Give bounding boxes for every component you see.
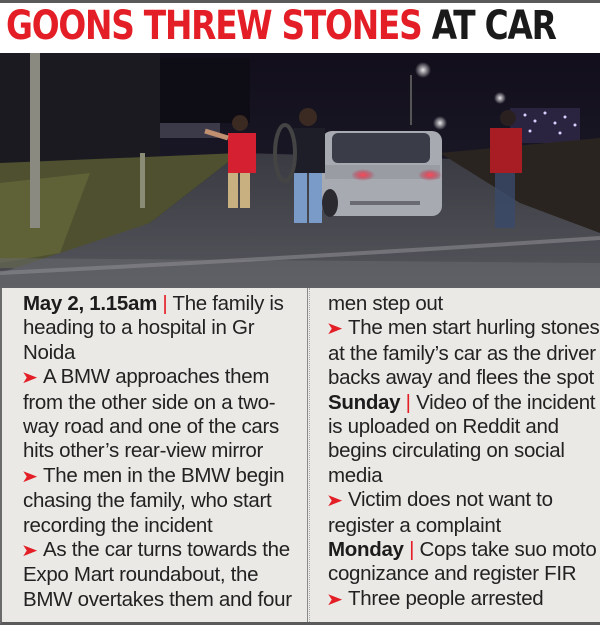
red-arrow-icon: ➤ [21,541,38,561]
entry-text: As the car turns towards the Expo Mart roundabout, the BMW overtakes them and four [23,538,292,611]
entry-text: Video of the incident is uploaded on Reddit and begins circulating on social media [328,390,596,487]
red-arrow-icon: ➤ [326,491,343,511]
headline [6,3,556,49]
entry-text: The men in the BMW begin chasing the family, who start recording the incident [23,463,285,537]
timeline-entry-bullet [23,538,303,612]
entry-date: Monday [328,538,404,562]
timeline-entry-dated [328,391,600,489]
headline-black-part: AT CAR [431,3,556,49]
headline-red-part: GOONS THREW STONES [6,3,422,49]
timeline-panel [0,288,600,625]
red-arrow-icon: ➤ [326,319,343,339]
entry-text: men step out [328,292,443,315]
timeline-entry-dated [23,292,303,365]
entry-text: Victim does not want to register a complaint [328,488,553,537]
date-separator: | [405,390,411,414]
timeline-entry-dated [328,538,600,587]
entry-text: The family is heading to a hospital in Gr Noida [23,292,284,364]
timeline-entry-bullet [23,464,303,538]
entry-text: A BMW approaches them from the other side on a two-way road and one of the cars hits other’s rear-view mirror [23,365,279,463]
timeline-left-column [23,292,303,612]
timeline-entry-bullet [328,316,600,390]
red-arrow-icon: ➤ [326,589,343,609]
red-arrow-icon: ➤ [21,368,38,388]
red-arrow-icon: ➤ [21,466,38,486]
entry-text: Cops take suo moto cognizance and register FIR [328,538,597,586]
timeline-entry-continuation [328,292,600,316]
entry-date: May 2, 1.15am [23,292,157,315]
date-separator: | [409,538,415,562]
entry-text: Three people arrested [348,586,544,610]
timeline-entry-bullet [328,587,600,612]
column-divider [307,288,310,622]
dashcam-photo [0,53,600,288]
timeline-entry-bullet [328,488,600,538]
entry-date: Sunday [328,390,401,414]
timeline-right-column [328,292,600,612]
timeline-entry-bullet [23,365,303,464]
date-separator: | [162,292,168,315]
entry-text: The men start hurling stones at the family’s car as the driver backs away and flees the spot [328,316,600,390]
